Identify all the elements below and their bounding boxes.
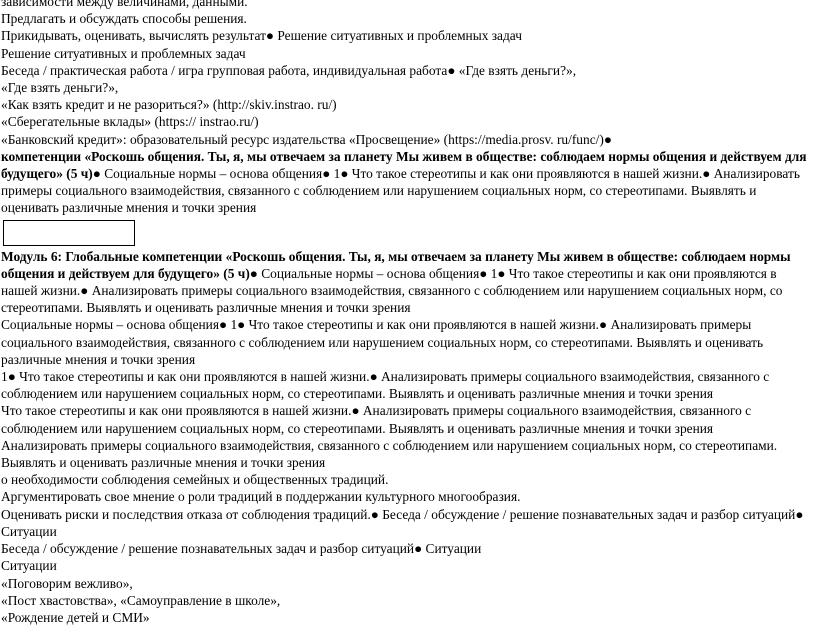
paragraph bbox=[1, 148, 809, 217]
text-line: «Поговорим вежливо», bbox=[1, 575, 133, 591]
link-line: «Как взять кредит и не разориться?» (http://skiv.instrao. ru/) bbox=[1, 97, 337, 113]
link-line: «Сберегательные вклады» (https:// instrao.ru/) bbox=[1, 114, 259, 130]
paragraph-text: Социальные нормы – основа общения● 1● Что такое стереотипы и как они проявляются в нашей жизни.● Анализировать примеры социального взаимодействия, связанного с соблюдением или нарушением социальных норм, со стереотипами. Выявлять и оценивать различные мнения и точки зрения bbox=[1, 265, 783, 316]
paragraph: Что такое стереотипы и как они проявляются в нашей жизни.● Анализировать примеры социального взаимодействия, связанного с соблюдением или нарушением социальных норм, со стереотипами. Выявлять и оценивать различные мнения и точки зрения bbox=[1, 403, 752, 436]
text-line: «Пост хвастовства», «Самоуправление в школе», bbox=[1, 592, 281, 608]
text-line: Беседа / обсуждение / решение познавательных задач и разбор ситуаций● Ситуации bbox=[1, 541, 482, 557]
text-line: «Где взять деньги?», bbox=[1, 80, 119, 96]
module-paragraph bbox=[1, 248, 809, 317]
text-line: Аргументировать свое мнение о роли традиций в поддержании культурного многообразия. bbox=[1, 489, 521, 505]
empty-table-cell bbox=[3, 220, 135, 246]
text-line: Беседа / практическая работа / игра групповая работа, индивидуальная работа● «Где взять деньги?», bbox=[1, 62, 577, 78]
text-line: Ситуации bbox=[1, 558, 57, 574]
text-line: о необходимости соблюдения семейных и общественных традиций. bbox=[1, 472, 389, 488]
link-line: «Банковский кредит»: образовательный ресурс издательства «Просвещение» (https://media.prosv. ru/func/)● bbox=[1, 131, 612, 147]
paragraph: Анализировать примеры социального взаимодействия, связанного с соблюдением или нарушением социальных норм, со стереотипами. Выявлять и оценивать различные мнения и точки зрения bbox=[1, 437, 778, 471]
text-line: Решение ситуативных и проблемных задач bbox=[1, 45, 246, 61]
text-line: зависимости между величинами, данными. bbox=[1, 0, 248, 9]
module-heading: Модуль 6: Глобальные компетенции «Роскошь общения. Ты, я, мы отвечаем за планету Мы живем в обществе: соблюдаем нормы общения и действуем для будущего» (5 ч)● bbox=[1, 248, 791, 281]
paragraph: Социальные нормы – основа общения● 1● Что такое стереотипы и как они проявляются в нашей жизни.● Анализировать примеры социального взаимодействия, связанного с соблюдением или нарушением социальных норм, со стереотипами. Выявлять и оценивать различные мнения и точки зрения bbox=[1, 317, 764, 367]
paragraph-text: Социальные нормы – основа общения● 1● Что такое стереотипы и как они проявляются в нашей жизни.● Анализировать примеры социального взаимодействия, связанного с соблюдением или нарушением социальных норм, со стереотипами. Выявлять и оценивать различные мнения и точки зрения bbox=[1, 166, 800, 216]
bold-heading: компетенции «Роскошь общения. Ты, я, мы отвечаем за планету Мы живем в обществе: соблюдаем нормы общения и действуем для будущего» (5 ч)● bbox=[1, 148, 807, 182]
text-line: Предлагать и обсуждать способы решения. bbox=[1, 11, 247, 27]
text-line: Прикидывать, оценивать, вычислять результат● Решение ситуативных и проблемных задач bbox=[1, 28, 522, 44]
paragraph: 1● Что такое стереотипы и как они проявляются в нашей жизни.● Анализировать примеры социального взаимодействия, связанного с соблюдением или нарушением социальных норм, со стереотипами. Выявлять и оценивать различные мнения и точки зрения bbox=[1, 369, 770, 402]
paragraph: Оценивать риски и последствия отказа от соблюдения традиций.● Беседа / обсуждение / решение познавательных задач и разбор ситуаций● Ситуации bbox=[1, 506, 804, 539]
text-line: «Рождение детей и СМИ» bbox=[1, 609, 150, 625]
